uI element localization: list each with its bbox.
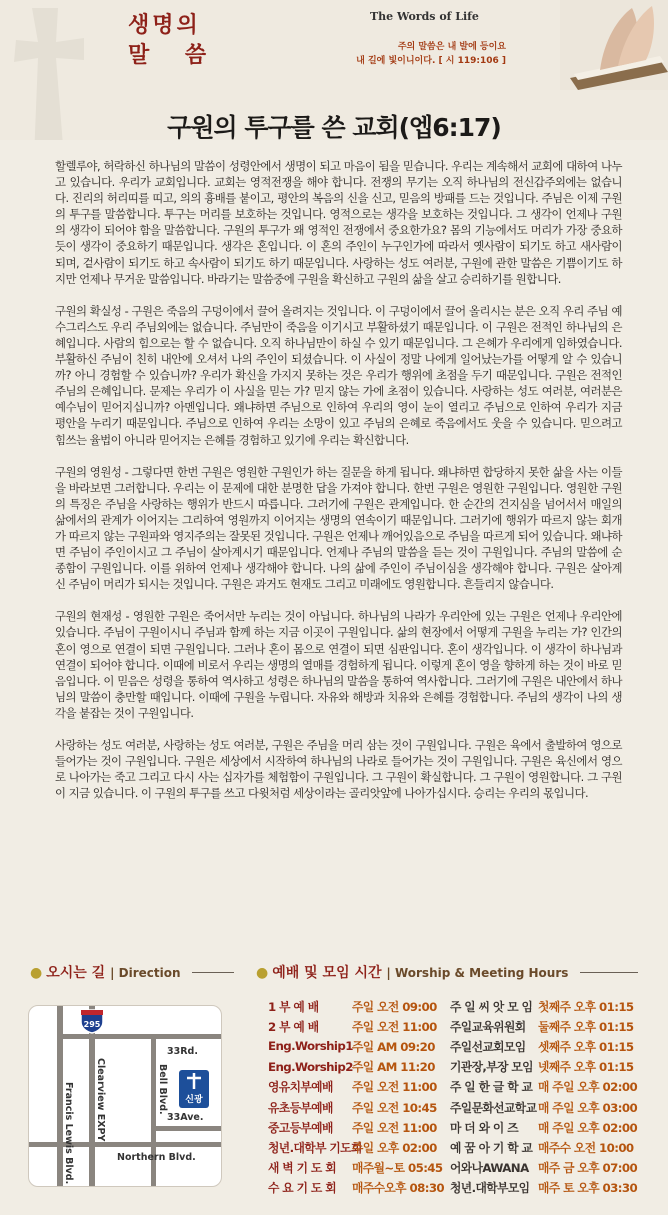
brand-text: The Words of Life	[370, 10, 479, 23]
event-time: 주일 오전 10:45	[352, 1100, 437, 1115]
title-line1: 생명의	[128, 12, 201, 38]
event-name: 수 요 기 도 회	[268, 1181, 337, 1196]
worship-header: ● 예배 및 모임 시간 | Worship & Meeting Hours	[256, 965, 569, 981]
schedule-row	[268, 1057, 638, 1077]
meeting-name: 주일교육위원회	[450, 1019, 526, 1034]
street-33rd: 33Rd.	[167, 1046, 198, 1057]
meeting-name: 청년.대학부모임	[450, 1181, 530, 1196]
meeting-time: 첫째주 오후 01:15	[538, 999, 634, 1014]
meeting-name: 예 꿈 아 기 학 교	[450, 1140, 533, 1155]
verse-line2: 내 길에 빛이니이다. [ 시 119:106 ]	[356, 56, 506, 66]
schedule-row	[268, 1097, 638, 1117]
event-name: 유초등부예배	[268, 1100, 333, 1115]
meeting-name: 주 일 한 글 학 교	[450, 1080, 533, 1095]
street-33ave: 33Ave.	[167, 1112, 204, 1123]
street-clearview: Clearview EXPY	[95, 1058, 106, 1142]
event-name: 청년.대학부 기도회	[268, 1140, 362, 1155]
event-time: 주일 오전 11:00	[352, 1019, 437, 1034]
event-name: Eng.Worship1	[268, 1039, 353, 1054]
event-name: 새 벽 기 도 회	[268, 1161, 337, 1176]
verse	[306, 40, 506, 68]
meeting-time: 매 주일 오후 03:00	[538, 1100, 638, 1115]
event-name: 1 부 예 배	[268, 999, 319, 1014]
meeting-name: 마 더 와 이 즈	[450, 1120, 519, 1135]
event-time: 주일 AM 09:20	[352, 1039, 435, 1054]
road-33rd	[57, 1034, 221, 1039]
meeting-name: 주 일 씨 앗 모 임	[450, 999, 533, 1014]
divider	[192, 972, 234, 973]
meeting-name: 어와나AWANA	[450, 1161, 529, 1176]
meeting-time: 매 주일 오후 02:00	[538, 1120, 638, 1135]
event-name: Eng.Worship2	[268, 1059, 353, 1074]
bullet-icon: ●	[256, 965, 269, 981]
event-time: 매주수오후 08:30	[352, 1181, 445, 1196]
paragraph-eternity: 구원의 영원성 - 그렇다면 한번 구원은 영원한 구원인가 하는 질문을 하게 됩니다. 왜냐하면 합당하지 못한 삶을 사는 이들을 바라보면 그러합니다. 우리는 이 문제에 대한 분명한 답을 가져야 합니다. 한번 구원은 영원한 구원입니다. 영원한 구원의 특징은 주님을 사랑하는 행위가 반드시 따릅니다. 그러기에 구원은 관계입니다. 한 순간의 건지심을 넘어서서 매일의 삶에서의 관계가 이어지는 그리하여 영원까지 이어지는 생명의 연속이기 때문입니다. 그러기에 행위가 따르지 않는 회개가 따르지 않는 구원파와 영지주의는 잘못된 것입니다. 구원은 언제나 깨어있음으로 주님을 따르게 되어 있습니다. 왜냐하면 주님이 주인이시고 그 주님이 살아계시기 때문입니다. 언제나 주님의 말씀을 듣는 것이 구원입니다. 주님의 말씀에 순종함이 구원입니다. 이를 위하여 언제나 생각해야 합니다. 나의 삶에 주인이 주님이심을 생각해야 합니다. 구원은 살아계신 주님이 머리가 되시는 것입니다. 구원은 과거도 현재도 그리고 미래에도 영원합니다. 흔들리지 않습니다.	[55, 464, 622, 592]
paragraph-intro: 할렐루야, 허락하신 하나님의 말씀이 성령안에서 생명이 되고 마음이 됨을 믿습니다. 우리는 계속해서 교회에 대하여 나누고 있습니다. 우리가 교회입니다. 교회는 영적전쟁을 해야 합니다. 전쟁의 무기는 오직 하나님의 전신갑주외에는 없습니다. 진리의 허리띠를 띠고, 의의 흉배를 붙이고, 평안의 복음의 신을 신고, 믿음의 방패를 드는 것입니다. 주님은 이제 구원의 투구를 말씀합니다. 투구는 머리를 보호하는 것입니다. 영적으로는 생각을 보호하는 것입니다. 그 생각이 언제나 구원의 생각이 되어야 함을 말씀합니다. 구원의 투구가 왜 영적인 전쟁에서 중요한가요? 몸의 기능에서도 머리가 가장 중요하듯이 생각이 중요하기 때문입니다. 생각은 혼입니다. 이 혼의 주인이 누구인가에 따라서 옛사람이 되기도 하고 새사람이 되며, 겉사람이 되기도 하고 속사람이 되기도 하기 때문입니다. 사랑하는 성도 여러분, 구원에 관한 말씀은 기쁨이기도 하지만 언제나 무거운 말씀입니다. 바라기는 말씀중에 구원을 확신하고 구원의 삶을 살고 승리하기를 원합니다.	[55, 159, 622, 286]
event-name: 영유치부예배	[268, 1080, 333, 1095]
meeting-time: 매주수 오전 10:00	[538, 1140, 634, 1155]
paragraph-present: 구원의 현재성 - 영원한 구원은 죽어서만 누리는 것이 아닙니다. 하나님의 나라가 우리안에 있는 구원은 언제나 우리안에 있습니다. 주님이 구원이시니 주님과 함께 하는 지금 이곳이 구원입니다. 삶의 현장에서 어떻게 구원을 누리는 가? 인간의 혼이 영으로 연결이 되면 구원입니다. 그러나 혼이 몸으로 연결이 되면 심판입니다. 혼이 생각입니다. 이 생각이 하나님과 연결이 되어야 합니다. 이때에 비로서 우리는 생명의 열매를 경험하게 됩니다. 이렇게 혼이 영을 향하게 하는 것이 바로 믿음입니다. 이 믿음은 성령을 통하여 역사하고 성령은 하나님의 말씀을 통하여 역사합니다. 그러기에 구원은 내안에서 하나님의 말씀이 충만할 때입니다. 이때에 구원을 누립니다. 자유와 해방과 치유와 은혜를 경험합니다. 주님의 생각이 나의 생각을 붙잡는 것이 구원입니다.	[55, 609, 622, 720]
northern-road	[29, 1142, 221, 1147]
schedule-row	[268, 1117, 638, 1137]
event-time: 주일 AM 11:20	[352, 1060, 435, 1075]
meeting-time: 매 주일 오후 02:00	[538, 1080, 638, 1095]
direction-header: ● 오시는 길 | Direction	[30, 965, 181, 981]
schedule-row	[268, 996, 638, 1016]
event-name: 2 부 예 배	[268, 1019, 319, 1034]
event-time: 주일 오전 11:00	[352, 1120, 437, 1135]
schedule-row	[268, 1016, 638, 1036]
event-time: 주일 오후 02:00	[352, 1140, 437, 1155]
header	[0, 0, 668, 140]
meeting-name: 주일선교회모임	[450, 1039, 526, 1054]
church-marker[interactable]	[179, 1070, 209, 1108]
schedule-row	[268, 1178, 638, 1198]
schedule-row	[268, 1077, 638, 1097]
direction-map[interactable]	[28, 1005, 222, 1187]
street-northern: Northern Blvd.	[117, 1152, 196, 1163]
street-francis-lewis: Francis Lewis Blvd.	[63, 1082, 74, 1185]
paragraph-conclusion: 사랑하는 성도 여러분, 사랑하는 성도 여러분, 구원은 주님을 머리 삼는 것이 구원입니다. 구원은 육에서 출발하여 영으로 들어가는 것이 구원입니다. 구원은 세상에서 시작하여 하나님의 나라로 들어가는 것이 구원입니다. 구원은 육신에서 영으로 나아가는 죽고 그리고 다시 사는 십자가를 체험함이 구원입니다. 그 구원이 확실합니다. 그 구원이 영원합니다. 그 구원이 지금 있습니다. 이 구원의 투구를 쓰고 다윗처럼 세상이라는 골리앗앞에 나아가십시다. 승리는 우리의 몫입니다.	[55, 738, 622, 801]
church-label: 신광	[185, 1095, 203, 1105]
event-time: 매주월~토 05:45	[352, 1161, 443, 1176]
schedule-row	[268, 1137, 638, 1157]
schedule-table	[268, 996, 638, 1198]
road-33ave	[151, 1126, 221, 1131]
praying-hands-bible-image	[560, 0, 668, 90]
sermon-title: 구원의 투구를 쓴 교회(엡6:17)	[167, 113, 501, 140]
event-time: 주일 오전 11:00	[352, 1080, 437, 1095]
highway-shield-icon	[79, 1008, 105, 1034]
verse-line1: 주의 말씀은 내 발에 등이요	[397, 42, 506, 52]
event-time: 주일 오전 09:00	[352, 999, 437, 1014]
meeting-time: 둘째주 오후 01:15	[538, 1019, 634, 1034]
divider	[580, 972, 638, 973]
event-name: 중고등부예배	[268, 1120, 333, 1135]
highway-number: 295	[83, 1020, 101, 1029]
schedule-row	[268, 1158, 638, 1178]
title-line2: 말 씀	[128, 42, 221, 68]
schedule-row	[268, 1036, 638, 1056]
meeting-time: 매주 금 오후 07:00	[538, 1161, 638, 1176]
bell-road	[151, 1034, 156, 1186]
sermon-body	[55, 158, 622, 801]
street-bell: Bell Blvd.	[157, 1064, 168, 1115]
meeting-name: 기관장,부장 모임	[450, 1060, 533, 1075]
meeting-time: 넷째주 오후 01:15	[538, 1060, 634, 1075]
meeting-time: 매주 토 오후 03:30	[538, 1181, 638, 1196]
meeting-time: 셋째주 오후 01:15	[538, 1039, 634, 1054]
meeting-name: 주일문화선교학교	[450, 1100, 537, 1115]
church-logo-icon	[183, 1072, 205, 1090]
paragraph-certainty: 구원의 확실성 - 구원은 죽음의 구덩이에서 끌어 올려지는 것입니다. 이 구덩이에서 끌어 올리시는 분은 오직 우리 주님 예수그리스도 우리 주님외에는 없습니다. 주님만이 죽음을 이기시고 부활하셨기 때문입니다. 이 구원은 전적인 하나님의 은혜입니다. 사람의 힘으로는 할 수 없습니다. 오직 하나님만이 하실 수 있기 때문입니다. 그 은혜가 우리에게 임하였습니다. 부활하신 주님이 친히 내안에 오셔서 나의 주인이 되셨습니다. 이 사실이 정말 나에게 일어났는가를 어떻게 알 수 있습니까? 아니 경험할 수 있습니까? 우리가 확신을 가지지 못하는 것은 우리가 행위에 초점을 두기 때문입니다. 구원은 전적인 주님의 은혜입니다. 문제는 우리가 이 사실을 믿는 가? 믿지 않는 가에 초점이 있습니다. 사랑하는 성도 여러분, 여러분은 예수님이 믿어지십니까? 아멘입니다. 왜냐하면 주님으로 인하여 우리의 영이 눈이 열리고 주님으로 인하여 우리가 지금 평안을 누리기 때문입니다. 주님으로 인하여 우리는 소망이 있고 주님의 은혜로 죽음에서도 웃을 수 있습니다. 믿으려고 힘쓰는 율법이 아니라 믿어지는 은혜를 경험하고 있기에 우리는 확신합니다.	[55, 303, 622, 447]
bullet-icon: ●	[30, 965, 43, 981]
